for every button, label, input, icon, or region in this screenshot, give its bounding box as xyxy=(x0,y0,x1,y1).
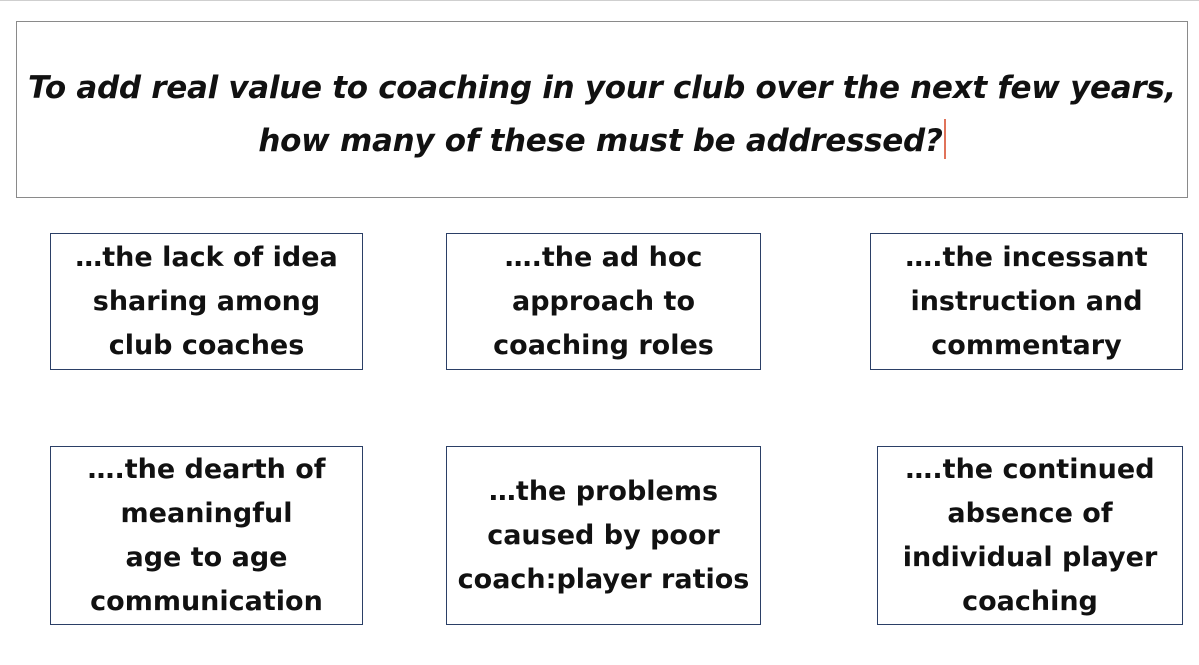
card-line: coach:player ratios xyxy=(457,563,750,595)
card-incessant-instruction xyxy=(870,233,1183,370)
card-text xyxy=(905,236,1147,368)
card-line: club coaches xyxy=(108,329,305,361)
card-line: age to age xyxy=(125,541,288,573)
card-line: instruction and xyxy=(910,285,1143,317)
card-line: individual player xyxy=(902,541,1158,573)
card-line: coaching xyxy=(962,585,1098,617)
card-text xyxy=(493,236,714,368)
question-line-1: To add real value to coaching in your club over the next few years, xyxy=(28,69,1176,106)
question-box xyxy=(16,21,1188,198)
card-line: approach to xyxy=(511,285,696,317)
question-text xyxy=(28,52,1176,168)
question-line-2: how many of these must be addressed? xyxy=(258,122,943,159)
card-individual-coaching xyxy=(877,446,1183,625)
card-line: ….the ad hoc xyxy=(504,241,703,273)
card-text xyxy=(75,236,338,368)
text-cursor xyxy=(944,119,946,159)
card-line: caused by poor xyxy=(487,519,720,551)
card-line: communication xyxy=(90,585,323,617)
top-divider xyxy=(0,0,1199,1)
card-text xyxy=(903,448,1158,624)
card-line: sharing among xyxy=(92,285,321,317)
card-line: coaching roles xyxy=(493,329,714,361)
card-line: ….the continued xyxy=(905,453,1155,485)
card-line: absence of xyxy=(947,497,1113,529)
card-idea-sharing xyxy=(50,233,363,370)
card-player-ratios xyxy=(446,446,761,625)
card-text xyxy=(458,470,750,602)
question-line-2-wrap xyxy=(28,115,1176,168)
card-text xyxy=(87,448,325,624)
card-ad-hoc-roles xyxy=(446,233,761,370)
card-line: meaningful xyxy=(120,497,293,529)
card-line: ….the incessant xyxy=(905,241,1148,273)
card-line: …the lack of idea xyxy=(75,241,338,273)
card-line: commentary xyxy=(931,329,1122,361)
card-line: …the problems xyxy=(488,475,719,507)
card-line: ….the dearth of xyxy=(87,453,326,485)
card-age-communication xyxy=(50,446,363,625)
